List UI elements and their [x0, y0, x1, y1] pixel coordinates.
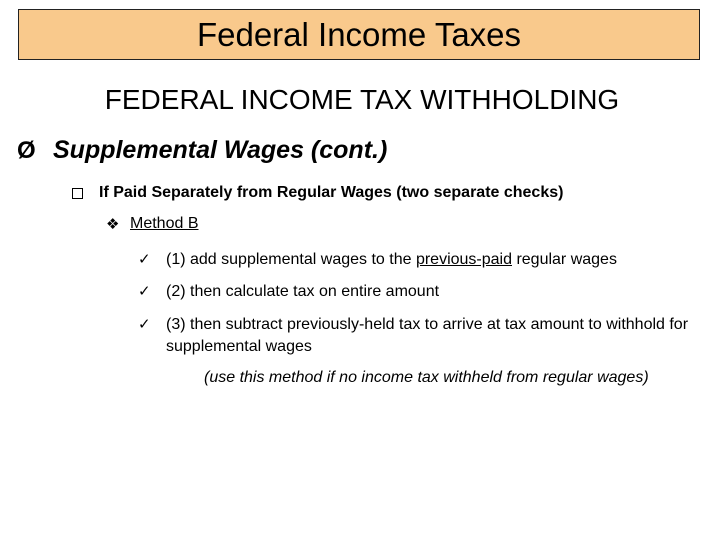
method-label: Method B: [130, 215, 199, 232]
subtopic-text: If Paid Separately from Regular Wages (two separate checks): [99, 184, 564, 201]
section-heading: FEDERAL INCOME TAX WITHHOLDING: [104, 84, 620, 115]
diamond-bullet-icon: ❖: [106, 216, 120, 233]
method-bullet: [106, 215, 198, 233]
title-banner: [18, 9, 700, 60]
square-bullet-icon: [72, 188, 83, 199]
step-text-3: (3) then subtract previously-held tax to arrive at tax amount to withhold for supplemental wages: [166, 316, 689, 355]
method-note: (use this method if no income tax withheld from regular wages): [204, 369, 649, 386]
step-item-3: [138, 314, 696, 358]
checkmark-icon: ✓: [138, 283, 151, 300]
arrow-bullet-icon: Ø: [17, 136, 36, 164]
underlined-phrase: previous-paid: [415, 251, 512, 268]
step-text-2: (2) then calculate tax on entire amount: [166, 283, 440, 300]
step-item-2: [138, 281, 696, 303]
subtopic-bullet: [72, 184, 563, 202]
topic-text: Supplemental Wages (cont.): [53, 136, 388, 164]
topic-bullet: [17, 136, 387, 165]
step-item-1: [138, 249, 696, 271]
slide-title: Federal Income Taxes: [196, 16, 522, 53]
checkmark-icon: ✓: [138, 251, 151, 268]
step-text-1: (1) add supplemental wages to the previous-paid regular wages: [166, 251, 617, 268]
checkmark-icon: ✓: [138, 316, 151, 333]
